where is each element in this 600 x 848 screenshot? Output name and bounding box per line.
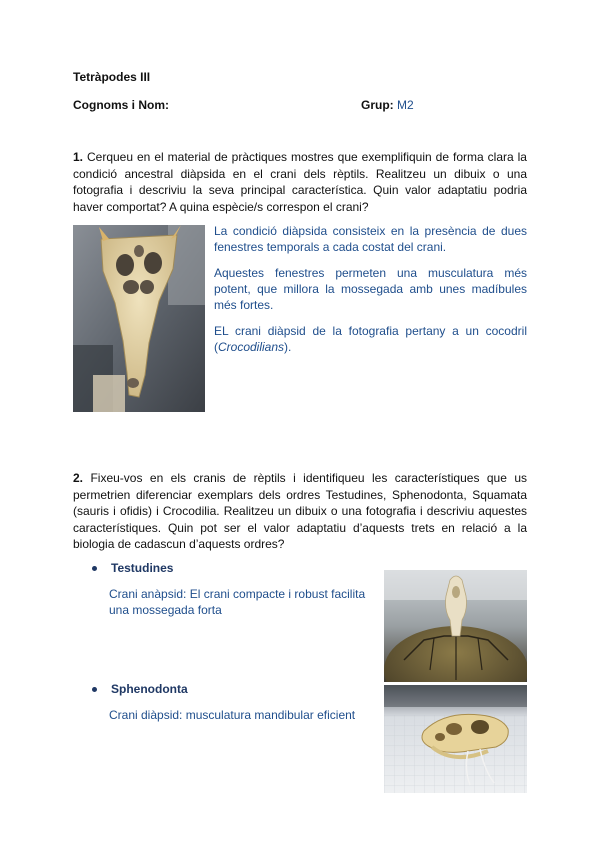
crocodile-skull-photo — [73, 225, 205, 412]
question-1-text: Cerqueu en el material de pràctiques mostres que exemplifiquin de forma clara la condició ancestral diàpsida en el crani dels rèptils. Realitzeu un dibuix o una fotografia i descriviu la seva principal característica. Quin valor adaptatiu podria haver comportat? A quina espècie/s correspon el crani? — [73, 150, 527, 214]
list-item-sphenodonta — [92, 682, 188, 696]
bullet-icon — [92, 566, 97, 571]
group-value: M2 — [397, 98, 414, 112]
answer-p3-end: ). — [284, 340, 292, 354]
question-1 — [73, 149, 527, 215]
list-item-label: Testudines — [111, 561, 174, 575]
tuatara-skull-photo — [384, 685, 527, 793]
group-field — [361, 98, 414, 112]
bullet-icon — [92, 687, 97, 692]
answer-paragraph-2: Aquestes fenestres permeten una musculatura més potent, que millora la mossegada amb unes madíbules més fortes. — [214, 266, 527, 312]
list-item-description: Crani anàpsid: El crani compacte i robust facilita una mossegada forta — [109, 587, 366, 617]
list-item-label: Sphenodonta — [111, 682, 188, 696]
question-1-answer — [214, 223, 527, 365]
answer-paragraph-3 — [214, 323, 527, 355]
answer-paragraph-1: La condició diàpsida consisteix en la presència de dues fenestres temporals a cada costat del crani. — [214, 224, 527, 254]
group-label: Grup: — [361, 98, 394, 112]
question-2 — [73, 470, 527, 553]
list-item-testudines — [92, 561, 173, 575]
species-name: Crocodilians — [218, 340, 285, 354]
turtle-skull-photo — [384, 570, 527, 682]
list-item-description: Crani diàpsid: musculatura mandibular eficient — [109, 708, 356, 722]
page-title: Tetràpodes III — [73, 70, 151, 84]
name-label: Cognoms i Nom: — [73, 98, 169, 112]
question-1-number: 1. — [73, 150, 84, 164]
question-2-number: 2. — [73, 471, 84, 485]
question-2-text: Fixeu-vos en els cranis de rèptils i identifiqueu les característiques que us permetrien diferenciar exemplars dels ordres Testudines, Sphenodonta, Squamata (sauris i ofidis) i Crocodilia. Realitzeu un dibuix o una fotografia i descriviu aquestes característiques. Quin pot ser el valor adaptatiu d’aquests trets en relació a la biologia de cadascun d’aquests ordres? — [73, 471, 527, 551]
answer-p3-start: EL crani diàpsid de la fotografia pertany a un cocodril ( — [214, 324, 527, 354]
